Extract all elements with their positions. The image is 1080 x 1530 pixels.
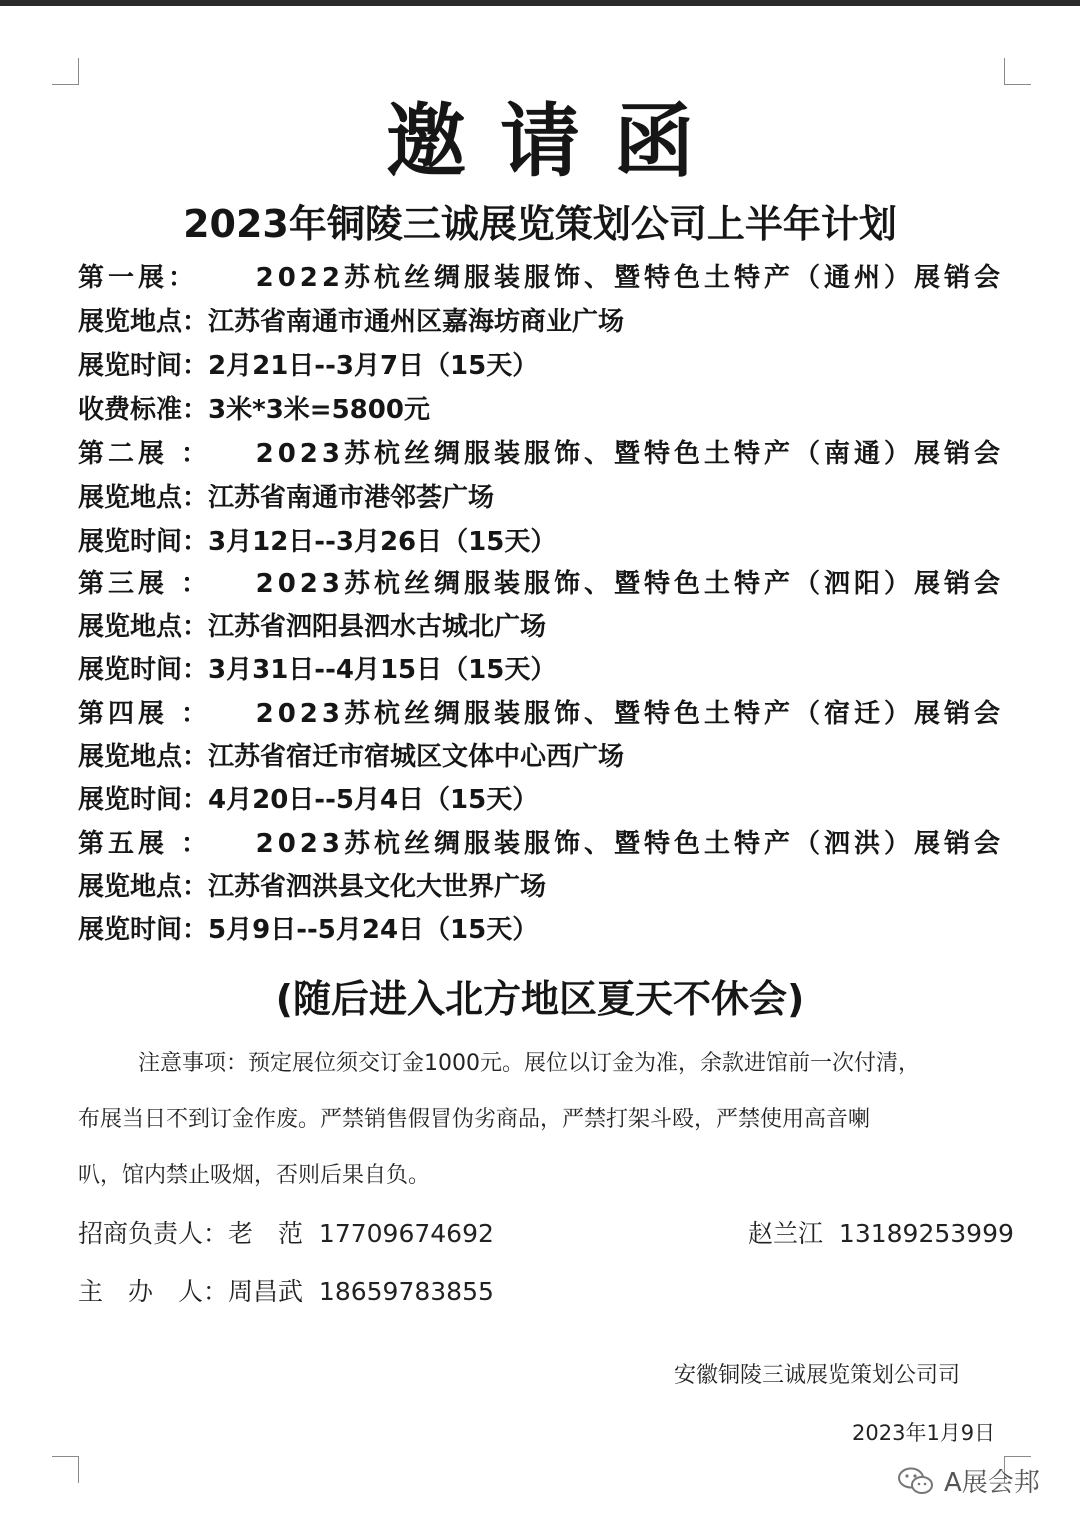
venue-value: 江苏省泗阳县泗水古城北广场: [208, 612, 547, 642]
page-title: 邀请函: [386, 95, 728, 188]
exhibition-4-venue: [78, 737, 624, 777]
time-value: 3月12日--3月26日（15天）: [208, 527, 557, 557]
host-contact: [78, 1272, 494, 1312]
followup-notice: (随后进入北方地区夏天不休会): [275, 977, 805, 1021]
recruit-phone: 17709674692: [318, 1219, 494, 1248]
host-label: 主 办 人：周昌武: [78, 1277, 304, 1306]
exhibition-3-name: [78, 564, 1004, 604]
time-label: 展览时间：: [78, 785, 209, 815]
time-value: 4月20日--5月4日（15天）: [208, 785, 539, 815]
notice-line-1: 注意事项：预定展位须交订金1000元。展位以订金为准，余款进馆前一次付清，: [138, 1051, 920, 1076]
second-contact: [748, 1214, 1014, 1254]
fee-label: 收费标准：: [78, 395, 209, 425]
time-value: 3月31日--4月15日（15天）: [208, 655, 557, 685]
exhibition-3-venue: [78, 607, 546, 647]
exhibition-2-name: [78, 434, 1004, 474]
crop-mark-top-left: [52, 58, 79, 85]
time-label: 展览时间：: [78, 915, 209, 945]
exhibition-label: 第二展 ：: [78, 439, 212, 469]
page-subtitle: 2023年铜陵三诚展览策划公司上半年计划: [183, 202, 897, 246]
exhibition-2-venue: [78, 478, 494, 518]
exhibition-5-venue: [78, 867, 546, 907]
exhibition-label: 第四展 ：: [78, 699, 212, 729]
exhibition-title: 2023苏杭丝绸服装服饰、暨特色土特产（泗洪）展销会: [255, 829, 1004, 859]
venue-value: 江苏省南通市通州区嘉海坊商业广场: [208, 307, 625, 337]
exhibition-4-name: [78, 694, 1004, 734]
venue-label: 展览地点：: [78, 483, 209, 513]
time-label: 展览时间：: [78, 527, 209, 557]
venue-label: 展览地点：: [78, 307, 209, 337]
watermark-text: A展会邦: [944, 1468, 1040, 1498]
recruit-label: 招商负责人：老 范: [78, 1219, 304, 1248]
exhibition-title: 2022苏杭丝绸服装服饰、暨特色土特产（通州）展销会: [255, 263, 1004, 293]
company-signature: 安徽铜陵三诚展览策划公司司: [674, 1363, 961, 1388]
crop-mark-top-right: [1004, 58, 1031, 85]
exhibition-title: 2023苏杭丝绸服装服饰、暨特色土特产（南通）展销会: [255, 439, 1004, 469]
exhibition-title: 2023苏杭丝绸服装服饰、暨特色土特产（泗阳）展销会: [255, 569, 1004, 599]
top-border: [0, 0, 1080, 6]
host-phone: 18659783855: [318, 1277, 494, 1306]
exhibition-5-time: [78, 910, 538, 950]
notice-line-2: 布展当日不到订金作废。严禁销售假冒伪劣商品，严禁打架斗殴，严禁使用高音喇: [78, 1107, 871, 1132]
exhibition-title: 2023苏杭丝绸服装服饰、暨特色土特产（宿迁）展销会: [255, 699, 1004, 729]
fee-value: 3米*3米=5800元: [208, 395, 430, 425]
exhibition-label: 第五展 ：: [78, 829, 212, 859]
second-contact-phone: 13189253999: [838, 1219, 1014, 1248]
exhibition-2-time: [78, 522, 556, 562]
second-contact-name: 赵兰江: [748, 1219, 824, 1248]
venue-value: 江苏省泗洪县文化大世界广场: [208, 872, 547, 902]
exhibition-1-name: [78, 258, 1004, 298]
time-label: 展览时间：: [78, 351, 209, 381]
watermark: [896, 1462, 1040, 1499]
venue-label: 展览地点：: [78, 872, 209, 902]
time-value: 2月21日--3月7日（15天）: [208, 351, 539, 381]
notice-line-3: 叭，馆内禁止吸烟，否则后果自负。: [78, 1163, 431, 1188]
exhibition-1-fee: [78, 390, 430, 430]
exhibition-1-venue: [78, 302, 624, 342]
time-label: 展览时间：: [78, 655, 209, 685]
exhibition-label: 第三展 ：: [78, 569, 212, 599]
venue-value: 江苏省南通市港邻荟广场: [208, 483, 495, 513]
exhibition-1-time: [78, 346, 538, 386]
venue-value: 江苏省宿迁市宿城区文体中心西广场: [208, 742, 625, 772]
recruit-contact: [78, 1214, 494, 1254]
exhibition-4-time: [78, 780, 538, 820]
exhibition-5-name: [78, 824, 1004, 864]
venue-label: 展览地点：: [78, 742, 209, 772]
exhibition-label: 第一展：: [78, 263, 199, 293]
document-date: 2023年1月9日: [852, 1421, 996, 1445]
exhibition-3-time: [78, 650, 556, 690]
wechat-icon: [896, 1466, 936, 1496]
crop-mark-bottom-left: [52, 1456, 79, 1483]
time-value: 5月9日--5月24日（15天）: [208, 915, 539, 945]
venue-label: 展览地点：: [78, 612, 209, 642]
